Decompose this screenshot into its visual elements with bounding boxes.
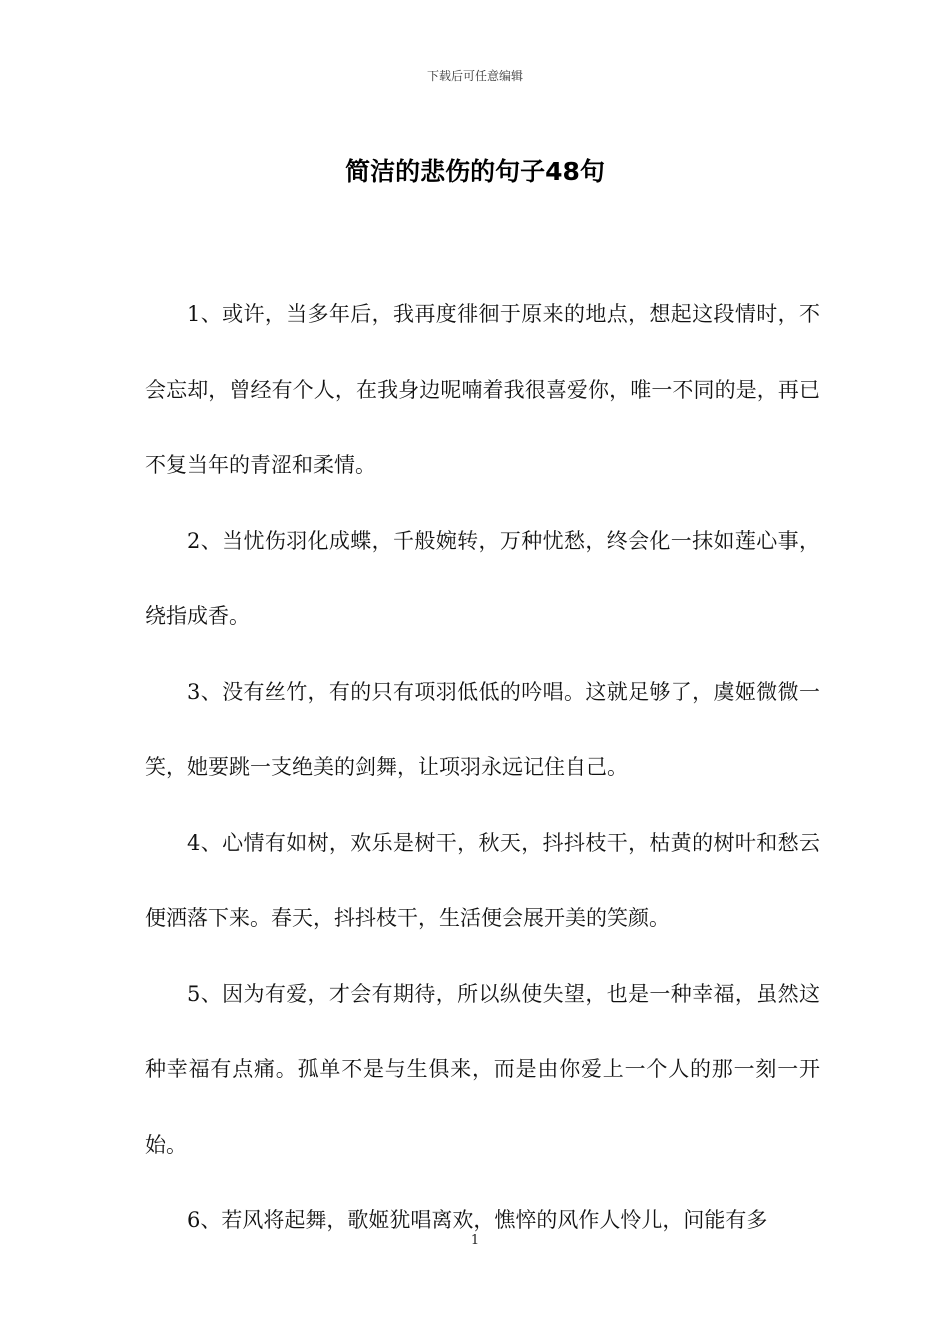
- document-title: 简洁的悲伤的句子48句: [345, 157, 605, 186]
- paragraph-6: 6、若风将起舞，歌姬犹唱离欢，憔悴的风作人怜儿，问能有多: [187, 1208, 768, 1232]
- page-number: 1: [470, 1233, 480, 1248]
- paragraph-3: 3、没有丝竹，有的只有项羽低低的吟唱。这就足够了，虞姬微微一笑，她要跳一支绝美的剑舞，让项羽永远记住自己。: [145, 679, 820, 779]
- paragraph-4: 4、心情有如树，欢乐是树干，秋天，抖抖枝干，枯黄的树叶和愁云便洒落下来。春天，抖抖枝干，生活便会展开美的笑颜。: [145, 830, 820, 930]
- paragraph-2: 2、当忧伤羽化成蝶，千般婉转，万种忧愁，终会化一抹如莲心事，绕指成香。: [145, 528, 820, 628]
- paragraph-1: 1、或许，当多年后，我再度徘徊于原来的地点，想起这段情时，不会忘却，曾经有个人，在我身边呢喃着我很喜爱你，唯一不同的是，再已不复当年的青涩和柔情。: [145, 302, 820, 477]
- header-note: 下载后可任意编辑: [426, 69, 523, 83]
- paragraph-5: 5、因为有爱，才会有期待，所以纵使失望，也是一种幸福，虽然这种幸福有点痛。孤单不是与生俱来，而是由你爱上一个人的那一刻一开始。: [145, 981, 820, 1157]
- document-body: [145, 277, 820, 1259]
